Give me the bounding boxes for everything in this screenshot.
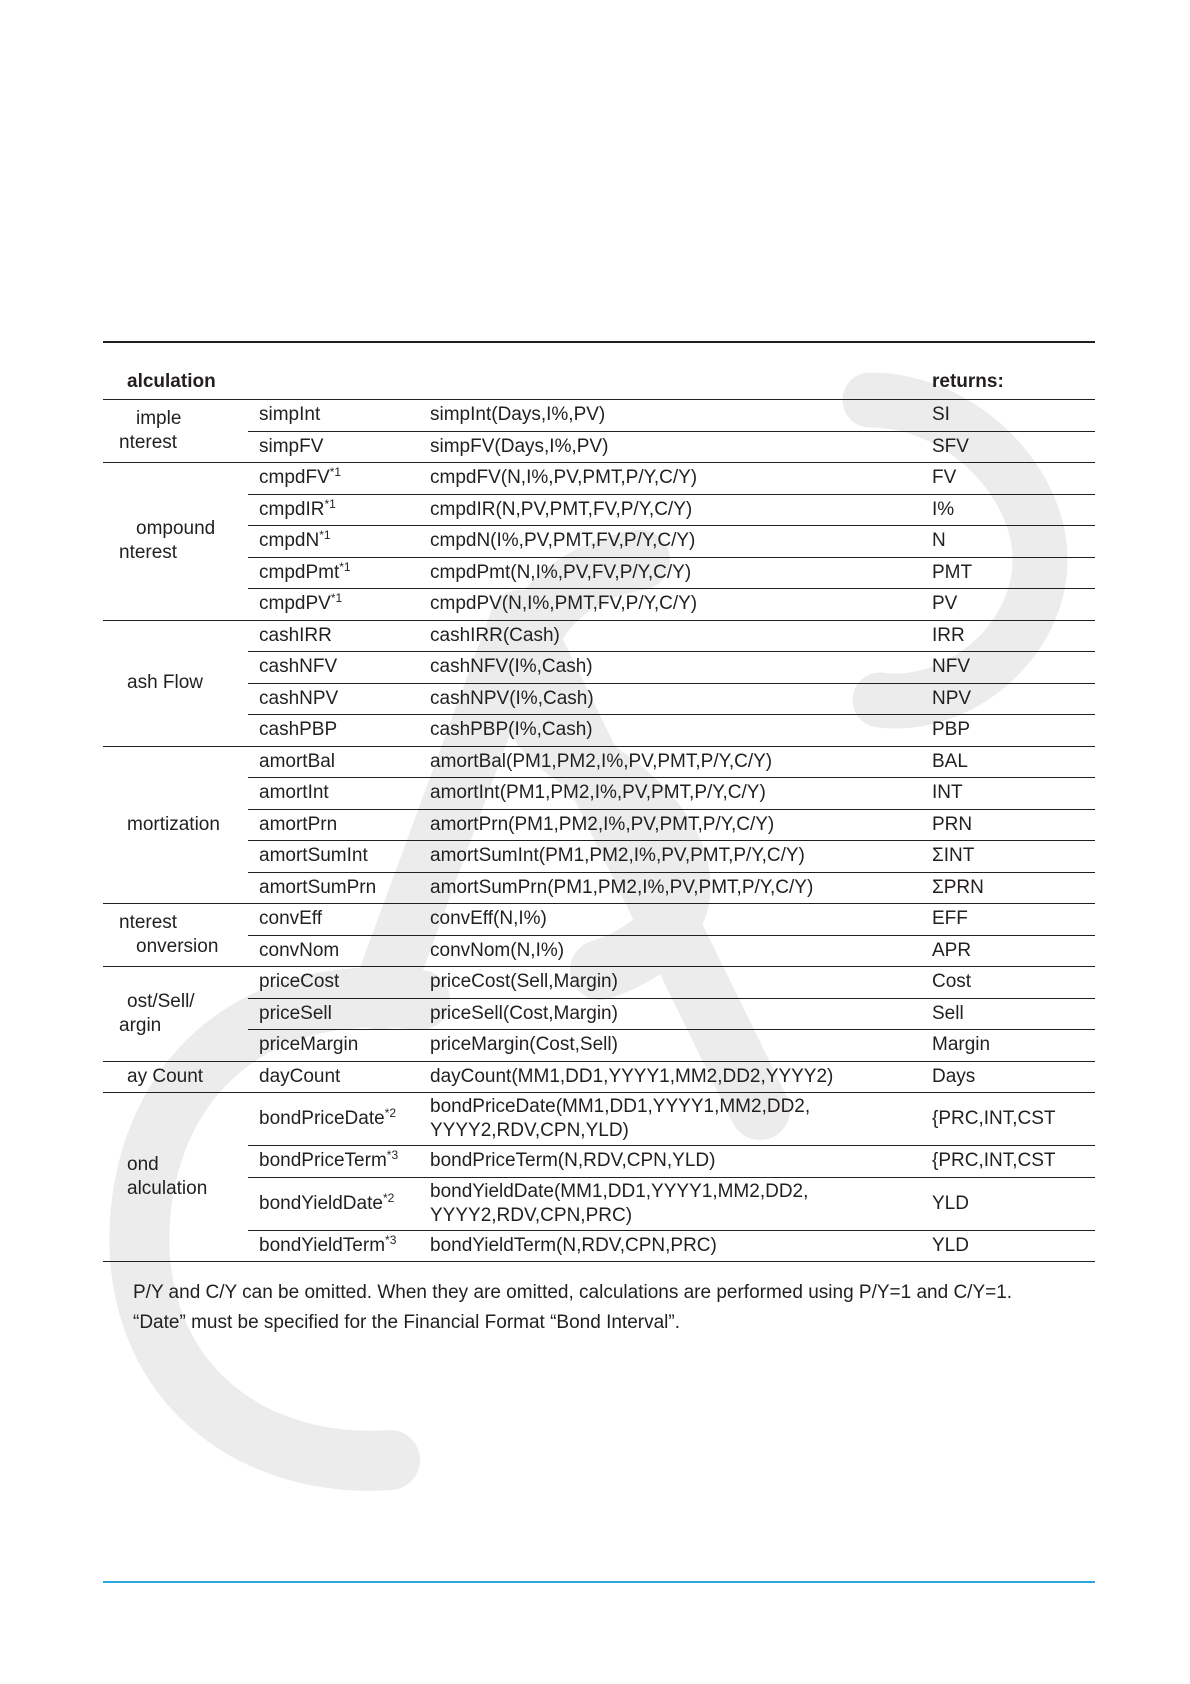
syntax-text: priceSell(Cost,Margin) [430, 1002, 618, 1024]
command-name: bondPriceTerm [259, 1150, 387, 1172]
returns-cell: Sell [932, 998, 1095, 1030]
returns-cell: APR [932, 935, 1095, 967]
returns-cell: IRR [932, 620, 1095, 652]
syntax-text: convNom(N,I%) [430, 939, 565, 961]
returns-cell: EFF [932, 904, 1095, 936]
syntax-text: bondPriceDate(MM1,DD1,YYYY1,MM2,DD2, [430, 1096, 811, 1117]
syntax-cell [430, 998, 932, 1030]
footnote-marker: *3 [386, 1148, 399, 1163]
syntax-cell [430, 1177, 932, 1230]
category-label: ash Flow [127, 672, 204, 693]
command-name: amortSumPrn [259, 876, 377, 898]
table-row [103, 872, 1095, 904]
command-cell [248, 809, 430, 841]
returns-cell: {PRC,INT,CST [932, 1146, 1095, 1178]
table-row [103, 683, 1095, 715]
returns-cell: SFV [932, 431, 1095, 463]
command-name: cmpdPmt [259, 561, 340, 583]
command-cell [248, 683, 430, 715]
syntax-text: dayCount(MM1,DD1,YYYY1,MM2,DD2,YYYY2) [430, 1065, 834, 1087]
syntax-text: cmpdPmt(N,I%,PV,FV,P/Y,C/Y) [430, 561, 692, 583]
table-row [103, 1146, 1095, 1178]
command-name: bondYieldDate [259, 1192, 383, 1214]
syntax-cell [430, 463, 932, 495]
command-name: simpInt [259, 404, 321, 426]
returns-cell: PRN [932, 809, 1095, 841]
table-row [103, 1177, 1095, 1230]
command-name: dayCount [259, 1065, 341, 1087]
command-cell [248, 589, 430, 621]
syntax-cell [430, 683, 932, 715]
syntax-cell [430, 526, 932, 558]
category-cell [103, 1061, 248, 1093]
category-cell [103, 904, 248, 967]
returns-cell: ΣPRN [932, 872, 1095, 904]
footnote-marker: *1 [330, 591, 343, 606]
syntax-cell [430, 809, 932, 841]
returns-cell: YLD [932, 1177, 1095, 1230]
table-row [103, 967, 1095, 999]
command-cell [248, 778, 430, 810]
category-label: nterest [119, 432, 178, 453]
command-cell [248, 1230, 430, 1262]
command-cell [248, 620, 430, 652]
command-cell [248, 557, 430, 589]
table-row [103, 589, 1095, 621]
syntax-text: cmpdFV(N,I%,PV,PMT,P/Y,C/Y) [430, 467, 698, 489]
command-cell [248, 935, 430, 967]
returns-cell: Cost [932, 967, 1095, 999]
command-name: cmpdIR [259, 498, 325, 520]
category-cell [103, 463, 248, 621]
category-cell [103, 1093, 248, 1262]
command-cell [248, 1177, 430, 1230]
table-row [103, 1093, 1095, 1146]
header-syntax [430, 367, 932, 400]
syntax-cell [430, 652, 932, 684]
footnote-2: “Date” must be specified for the Financial Format “Bond Interval”. [133, 1312, 681, 1333]
header-command [248, 367, 430, 400]
header-returns: returns: [932, 367, 1095, 400]
footer-rule [103, 1581, 1095, 1583]
table-row [103, 431, 1095, 463]
syntax-cell [430, 841, 932, 873]
command-cell [248, 872, 430, 904]
footnote-marker: *2 [382, 1190, 395, 1205]
footnote-marker: *3 [385, 1232, 397, 1247]
returns-cell: N [932, 526, 1095, 558]
command-name: simpFV [259, 435, 324, 457]
command-cell [248, 1093, 430, 1146]
command-name: priceCost [259, 971, 340, 993]
command-name: amortInt [259, 782, 329, 804]
table-row [103, 1030, 1095, 1062]
syntax-text: priceMargin(Cost,Sell) [430, 1034, 618, 1056]
syntax-cell [430, 746, 932, 778]
returns-cell: PBP [932, 715, 1095, 747]
command-cell [248, 400, 430, 432]
header-calculation: alculation [103, 367, 248, 400]
returns-cell: INT [932, 778, 1095, 810]
syntax-cell [430, 1230, 932, 1262]
returns-cell: NFV [932, 652, 1095, 684]
syntax-text: cmpdPV(N,I%,PMT,FV,P/Y,C/Y) [430, 593, 698, 615]
table-row [103, 494, 1095, 526]
category-label: alculation [127, 1178, 208, 1199]
command-cell [248, 967, 430, 999]
table-row [103, 904, 1095, 936]
table-row [103, 557, 1095, 589]
category-label: ost/Sell/ [127, 990, 195, 1012]
syntax-cell [430, 494, 932, 526]
syntax-text: amortInt(PM1,PM2,I%,PV,PMT,P/Y,C/Y) [430, 782, 766, 804]
command-name: convEff [259, 908, 323, 930]
table-row [103, 998, 1095, 1030]
command-cell [248, 998, 430, 1030]
command-name: cmpdFV [259, 467, 330, 489]
syntax-text: cashIRR(Cash) [430, 624, 560, 646]
syntax-text: bondYieldTerm(N,RDV,CPN,PRC) [430, 1234, 717, 1256]
returns-cell: YLD [932, 1230, 1095, 1262]
table-row [103, 746, 1095, 778]
syntax-cell [430, 400, 932, 432]
table-row [103, 715, 1095, 747]
syntax-cell [430, 904, 932, 936]
table-row [103, 1230, 1095, 1262]
table-row [103, 841, 1095, 873]
table-header-row [103, 367, 1095, 400]
category-label: mortization [127, 813, 220, 835]
command-name: cashNFV [259, 656, 338, 678]
command-name: priceSell [259, 1002, 332, 1024]
command-cell [248, 1146, 430, 1178]
syntax-cell [430, 967, 932, 999]
syntax-cell [430, 620, 932, 652]
command-cell [248, 463, 430, 495]
syntax-text: amortSumPrn(PM1,PM2,I%,PV,PMT,P/Y,C/Y) [430, 876, 814, 898]
table-body [103, 400, 1095, 1262]
table-row [103, 620, 1095, 652]
command-name: convNom [259, 939, 340, 961]
syntax-text: bondYieldDate(MM1,DD1,YYYY1,MM2,DD2, [430, 1180, 809, 1202]
command-name: amortBal [259, 750, 336, 772]
syntax-text: convEff(N,I%) [430, 908, 547, 930]
table-row [103, 400, 1095, 432]
syntax-cell [430, 1146, 932, 1178]
command-name: cmpdPV [259, 593, 331, 615]
command-cell [248, 715, 430, 747]
command-name: cashPBP [259, 719, 338, 741]
returns-cell: BAL [932, 746, 1095, 778]
category-label: onversion [136, 936, 219, 957]
table-row [103, 463, 1095, 495]
syntax-cell [430, 1061, 932, 1093]
syntax-text: amortSumInt(PM1,PM2,I%,PV,PMT,P/Y,C/Y) [430, 845, 805, 867]
syntax-cell [430, 778, 932, 810]
syntax-text: bondPriceTerm(N,RDV,CPN,YLD) [430, 1150, 716, 1172]
returns-cell: NPV [932, 683, 1095, 715]
returns-cell: ΣINT [932, 841, 1095, 873]
footnote-marker: *1 [329, 465, 342, 480]
syntax-cell [430, 872, 932, 904]
syntax-cell [430, 557, 932, 589]
table-row [103, 935, 1095, 967]
command-name: cashNPV [259, 687, 339, 709]
footnote-1: P/Y and C/Y can be omitted. When they are omitted, calculations are performed using P/Y=1 and C/Y=1. [133, 1282, 1013, 1303]
footnotes [133, 1278, 1012, 1338]
category-label: imple [136, 408, 182, 429]
syntax-cell [430, 589, 932, 621]
syntax-text: cashPBP(I%,Cash) [430, 719, 593, 741]
table-top-rule [103, 341, 1095, 343]
syntax-text: cmpdIR(N,PV,PMT,FV,P/Y,C/Y) [430, 498, 693, 520]
financial-functions-table [103, 367, 1095, 1262]
table-row [103, 778, 1095, 810]
syntax-text: priceCost(Sell,Margin) [430, 971, 618, 993]
footnote-marker: *1 [339, 559, 351, 574]
category-label: ompound [136, 518, 216, 540]
returns-cell: Days [932, 1061, 1095, 1093]
command-name: cmpdN [259, 530, 320, 552]
command-name: amortPrn [259, 813, 338, 835]
syntax-cell [430, 1093, 932, 1146]
command-cell [248, 904, 430, 936]
command-cell [248, 526, 430, 558]
returns-cell: FV [932, 463, 1095, 495]
table-row [103, 809, 1095, 841]
command-name: cashIRR [259, 624, 332, 646]
command-cell [248, 494, 430, 526]
syntax-text: amortPrn(PM1,PM2,I%,PV,PMT,P/Y,C/Y) [430, 813, 775, 835]
command-cell [248, 652, 430, 684]
command-cell [248, 1061, 430, 1093]
category-cell [103, 746, 248, 904]
category-label: ond [127, 1154, 159, 1175]
command-name: amortSumInt [259, 845, 368, 867]
command-cell [248, 431, 430, 463]
category-cell [103, 620, 248, 746]
syntax-text: cashNPV(I%,Cash) [430, 687, 594, 709]
syntax-text: amortBal(PM1,PM2,I%,PV,PMT,P/Y,C/Y) [430, 750, 773, 772]
returns-cell: PV [932, 589, 1095, 621]
command-cell [248, 1030, 430, 1062]
command-name: bondPriceDate [259, 1108, 385, 1129]
returns-cell: {PRC,INT,CST [932, 1093, 1095, 1146]
syntax-text-continued: YYYY2,RDV,CPN,PRC) [430, 1204, 633, 1226]
category-label: nterest [119, 912, 178, 933]
syntax-text: simpInt(Days,I%,PV) [430, 404, 606, 426]
table-row [103, 526, 1095, 558]
returns-cell: SI [932, 400, 1095, 432]
syntax-cell [430, 715, 932, 747]
syntax-text: cashNFV(I%,Cash) [430, 656, 593, 678]
command-name: bondYieldTerm [259, 1234, 386, 1256]
syntax-cell [430, 935, 932, 967]
returns-cell: PMT [932, 557, 1095, 589]
returns-cell: I% [932, 494, 1095, 526]
footnote-marker: *2 [384, 1106, 397, 1120]
category-label: ay Count [127, 1065, 204, 1087]
category-label: argin [119, 1014, 162, 1036]
category-cell [103, 400, 248, 463]
table-row [103, 1061, 1095, 1093]
command-name: priceMargin [259, 1034, 359, 1056]
syntax-text: simpFV(Days,I%,PV) [430, 435, 609, 457]
returns-cell: Margin [932, 1030, 1095, 1062]
category-label: nterest [119, 542, 178, 564]
category-cell [103, 967, 248, 1062]
syntax-cell [430, 431, 932, 463]
syntax-text-continued: YYYY2,RDV,CPN,YLD) [430, 1120, 629, 1141]
syntax-cell [430, 1030, 932, 1062]
table-row [103, 652, 1095, 684]
syntax-text: cmpdN(I%,PV,PMT,FV,P/Y,C/Y) [430, 530, 696, 552]
command-cell [248, 841, 430, 873]
footnote-marker: *1 [324, 496, 336, 511]
command-cell [248, 746, 430, 778]
footnote-marker: *1 [319, 528, 331, 543]
